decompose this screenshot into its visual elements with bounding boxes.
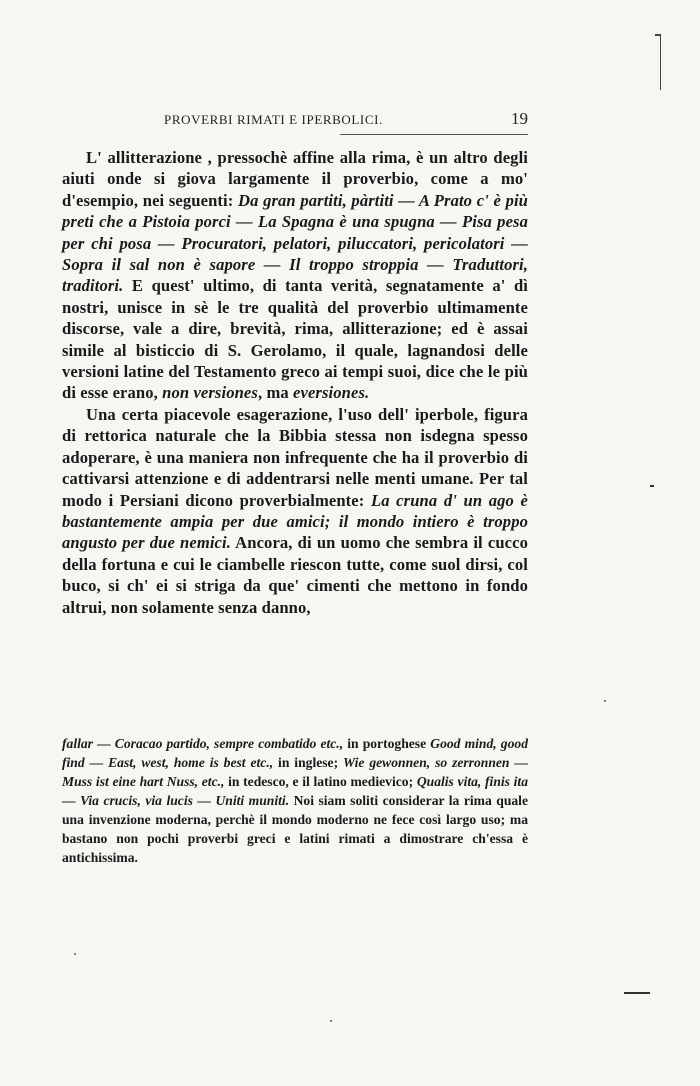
paragraph-hyperbole xyxy=(62,404,528,618)
running-head xyxy=(62,109,528,132)
italic-run: Qualis vita, finis ita — Via crucis, via lucis — Uniti muniti. xyxy=(62,774,528,808)
main-text xyxy=(62,147,528,618)
italic-run: La cruna d' un ago è bastantemente ampia per due amici; il mondo intiero è troppo angusto per due nemici. xyxy=(62,490,529,553)
text-run: in tedesco, e il latino medievico; xyxy=(224,774,417,789)
footnote xyxy=(62,734,528,867)
text-run: Ancora, di un uomo che sembra il cucco della fortuna e cui le ciambelle riescon tutte, come suol dirsi, col buco, si ch' ei si striga da que' cimenti che mettono in fondo altrui, non solamente senza danno, xyxy=(62,533,528,617)
text-run: L' allitterazione , pressochè affine alla rima, è un altro degli aiuti onde si giova largamente il proverbio, come a mo' d'esempio, nei seguenti: xyxy=(62,148,528,210)
italic-run: Good mind, good find — East, west, home is best etc., xyxy=(62,736,528,770)
italic-run: eversiones. xyxy=(293,383,370,403)
page-number: 19 xyxy=(511,109,528,128)
italic-run: non versiones xyxy=(162,383,258,403)
text-run: Una certa piacevole esagerazione, l'uso dell' iperbole, figura di rettorica naturale che la Bibbia stessa non isdegna spesso adoperare, è una maniera non infrequente che ha il proverbio di cattivarsi attenzione e di addentrarsi nelle menti umane. Per tal modo i Persiani dicono proverbialmente: xyxy=(62,404,528,510)
text-run: in portoghese xyxy=(343,736,431,751)
running-title: PROVERBI RIMATI E IPERBOLICI. xyxy=(164,112,383,127)
text-run: in inglese; xyxy=(273,755,344,770)
footnote-paragraph xyxy=(62,734,528,867)
italic-run: fallar — Coracao partido, sempre combatido etc., xyxy=(62,736,344,751)
text-run: , ma xyxy=(257,383,294,403)
header-rule xyxy=(340,134,528,135)
paragraph-alliteration xyxy=(62,147,528,404)
margin-dash xyxy=(624,992,650,994)
page-edge-tick xyxy=(655,34,661,36)
text-run: Noi siam soliti considerar la rima quale una invenzione moderna, perchè il mondo moderno ne fece così largo uso; ma bastano non pochi proverbi greci e latini rimati a dimostrare ch'essa è antichissima. xyxy=(62,793,528,865)
margin-dash xyxy=(650,485,654,487)
italic-run: Wie gewonnen, so zerronnen — Muss ist eine hart Nuss, etc., xyxy=(62,755,528,789)
page-edge-mark xyxy=(660,34,661,90)
italic-run: Da gran partiti, pàrtiti — A Prato c' è più preti che a Pistoia porci — La Spagna è una spugna — Pisa pesa per chi posa — Procuratori, pelatori, piluccatori, pericolatori — Sopra il sal non è sapore — Il troppo stroppia — Traduttori, traditori. xyxy=(62,190,528,296)
text-run: E quest' ultimo, di tanta verità, segnatamente a' dì nostri, unisce in sè le tre qualità del proverbio ultimamente discorse, vale a dire, brevità, rima, allitterazione; ed è assai simile al bisticcio di S. Gerolamo, il quale, lagnandosi delle versioni latine del Testamento greco ai tempi suoi, dice che le più di esse erano, xyxy=(62,276,528,403)
